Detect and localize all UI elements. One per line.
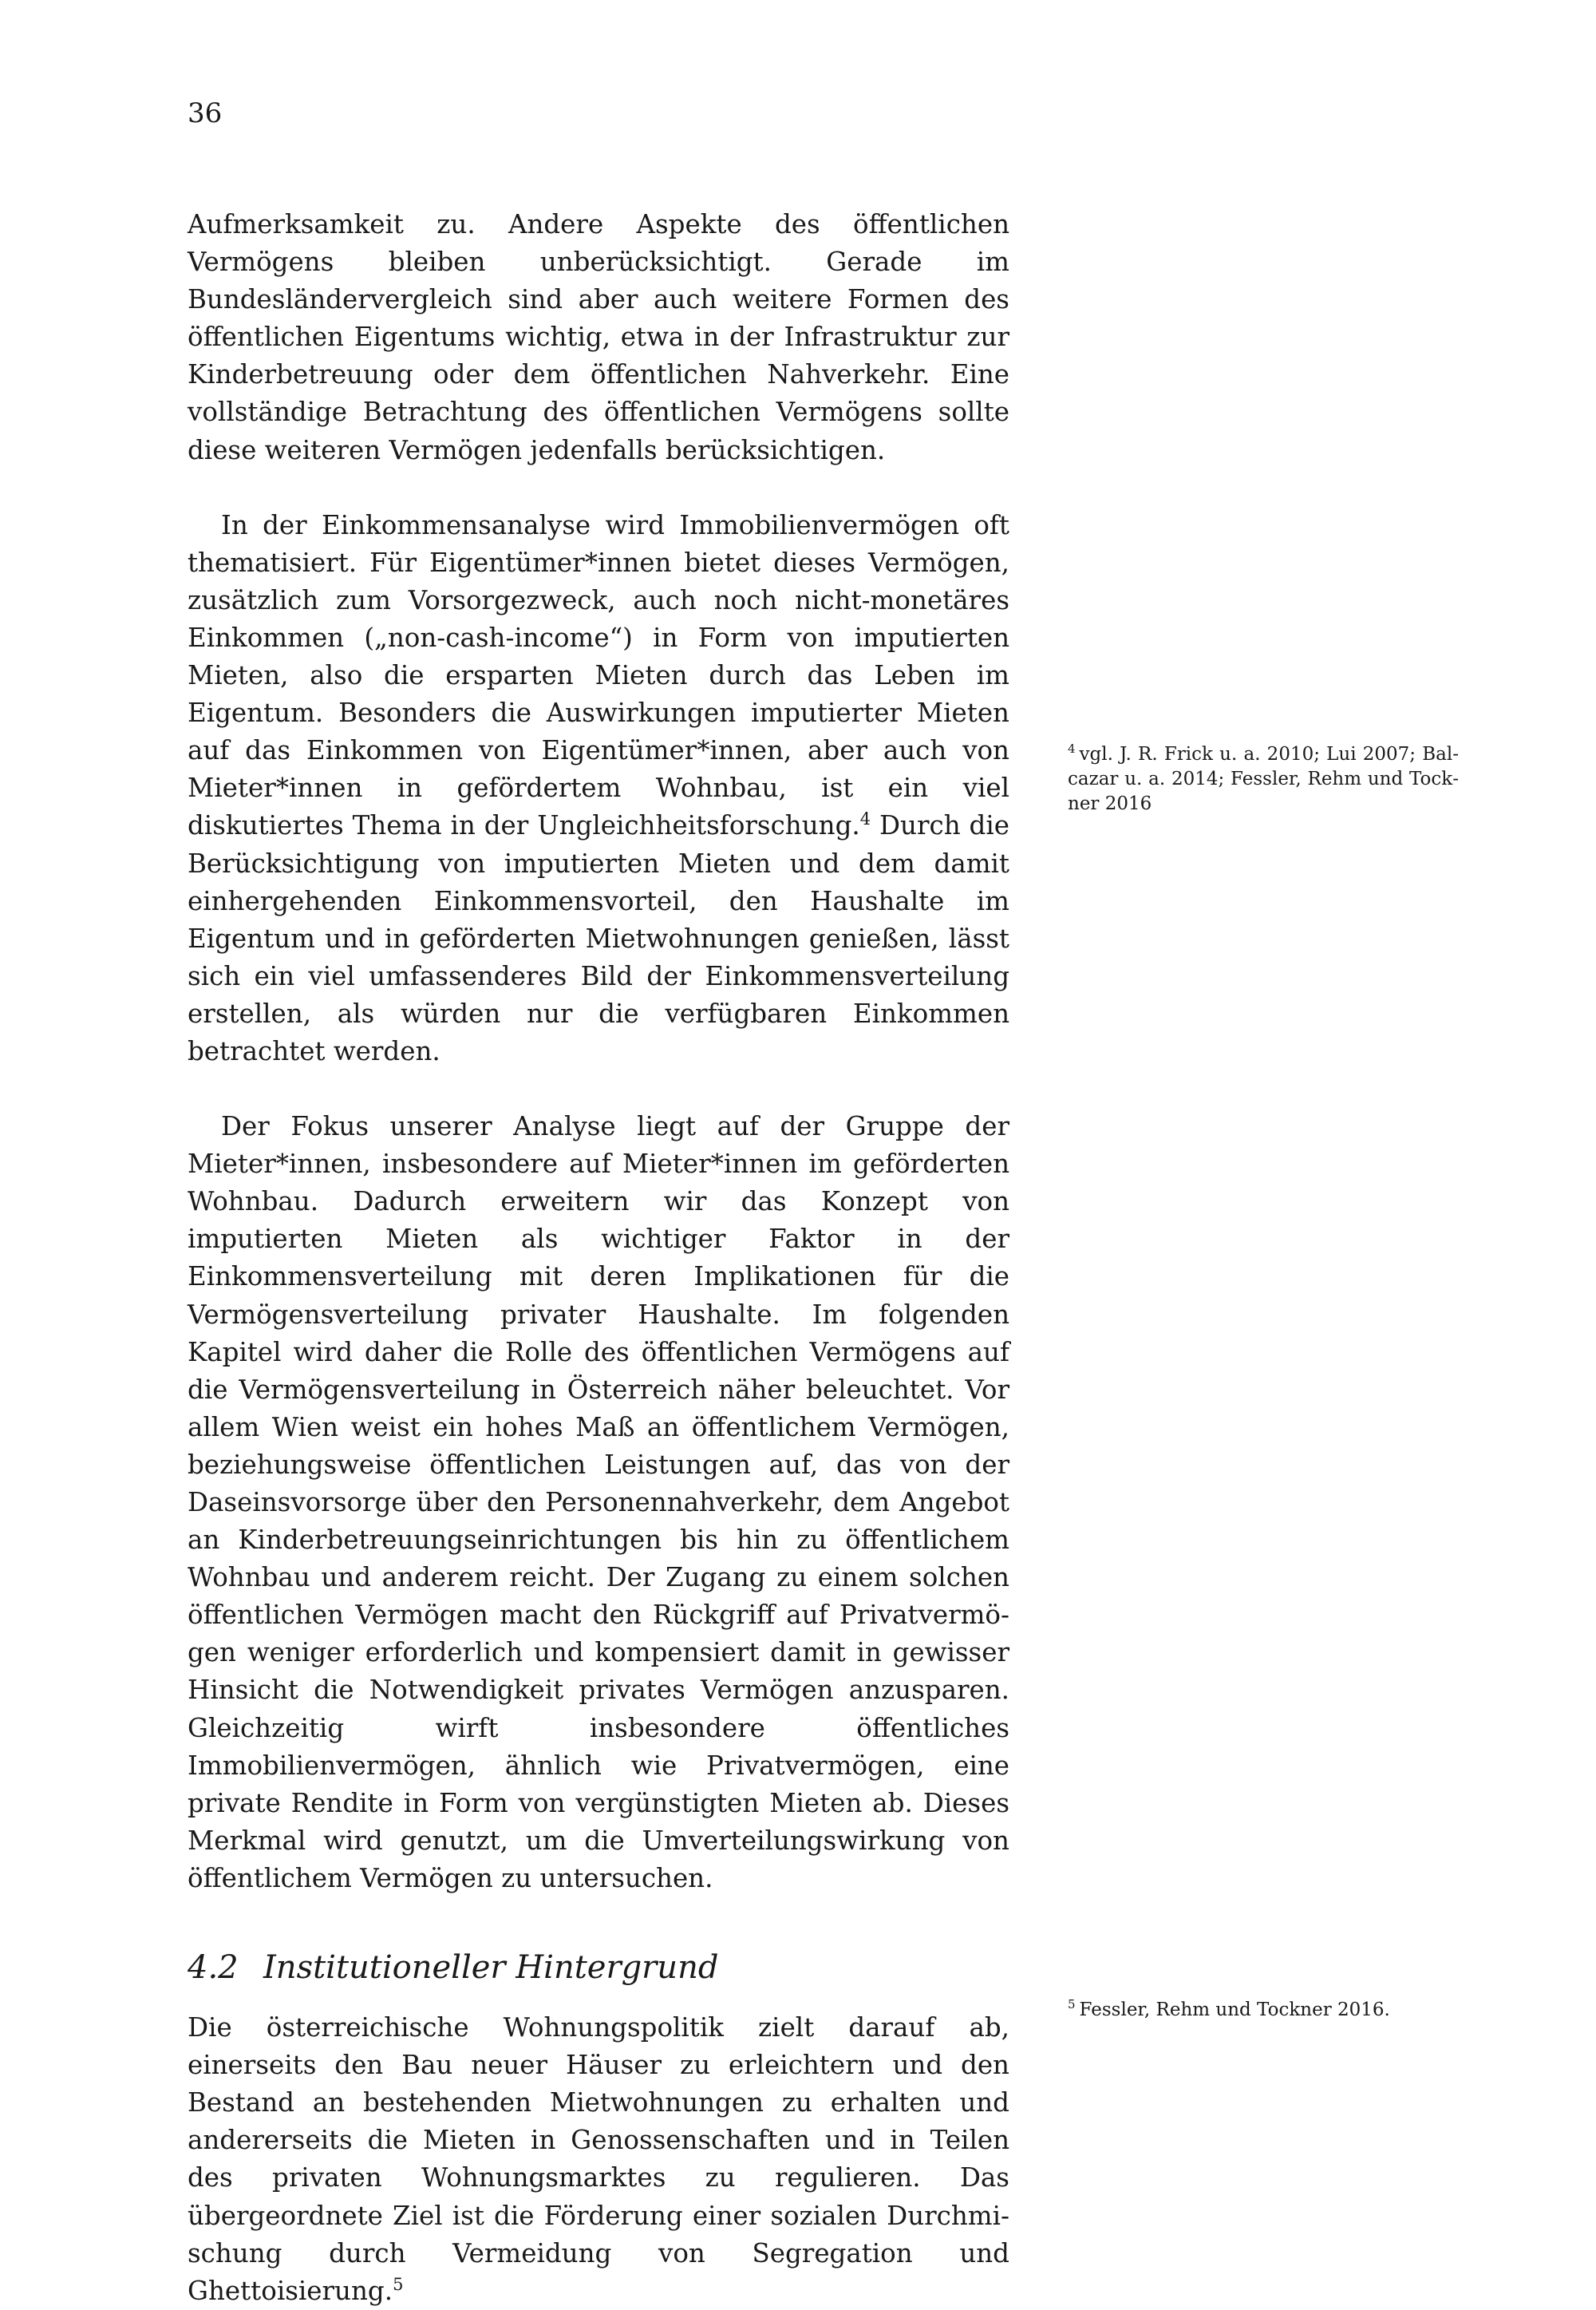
sidenote-4-mark: 4: [1068, 742, 1076, 757]
section-heading: [188, 1947, 1009, 1988]
main-text-column: [188, 206, 1009, 2310]
footnote-ref-5: 5: [393, 2274, 404, 2294]
page-number: 36: [188, 97, 223, 129]
footnote-ref-4: 4: [859, 809, 871, 829]
sidenote-4: [1068, 742, 1459, 817]
sidenote-5-text: Fessler, Rehm und Tockner 2016.: [1079, 1999, 1390, 2020]
paragraph-2: [188, 507, 1009, 1070]
paragraph-2-text-a: In der Einkommensanalyse wird Immobilienvermögen oft thematisiert. Für Eigentümer*innen bietet dieses Vermögen, zusätzlich zum Vorsorgezweck, auch noch nicht-monetäres Einkommen („non-cash-income“) in Form von imputierten Mieten, also die ersparten Mieten durch das Leben im Eigentum. Besonders die Auswirkungen imputierter Mieten auf das Einkommen von Eigentümer*innen, aber auch von Mieter*innen in gefördertem Wohnbau, ist ein viel diskutiertes Thema in der Ungleichheitsforschung.: [188, 509, 1009, 841]
sidenote-5-mark: 5: [1068, 1997, 1076, 2012]
paragraph-4: [188, 2009, 1009, 2310]
paragraph-4-text: Die österreichische Wohnungspolitik zielt darauf ab, einerseits den Bau neuer Häuser zu erleichtern und den Bestand an bestehenden Mietwohnungen zu erhalten und andererseits die Mieten in Genossenschaften und in Teilen des privaten Wohnungsmarktes zu regulieren. Das übergeordnete Ziel ist die Förderung einer sozialen Durchmischung durch Vermeidung von Segregation und Ghettoisierung.: [188, 2012, 1009, 2306]
sidenote-5: [1068, 1998, 1459, 2023]
paragraph-2-text-b: Durch die Berücksichtigung von imputierten Mieten und dem damit einhergehenden Einkommensvorteil, den Haushalte im Eigentum und in geförderten Mietwohnungen genießen, lässt sich ein viel umfassenderes Bild der Einkommensverteilung erstellen, als würden nur die verfügbaren Einkommen betrachtet werden.: [188, 810, 1009, 1066]
section-title: Institutioneller Hintergrund: [263, 1949, 719, 1987]
section-number: 4.2: [188, 1949, 239, 1987]
paragraph-3: Der Fokus unserer Analyse liegt auf der Gruppe der Mieter*innen, insbesondere auf Mieter*innen im geförderten Wohnbau. Dadurch erweitern wir das Konzept von imputierten Mieten als wichtiger Faktor in der Einkommensverteilung mit deren Implikationen für die Vermögensverteilung privater Haushalte. Im folgenden Kapitel wird daher die Rolle des öffentlichen Vermögens auf die Vermögensverteilung in Österreich näher beleuchtet. Vor allem Wien weist ein hohes Maß an öffentlichem Vermögen, beziehungsweise öffentlichen Leistungen auf, das von der Daseinsvorsorge über den Personennahverkehr, dem Angebot an Kinderbetreuungseinrichtungen bis hin zu öffentlichem Wohnbau und anderem reicht. Der Zugang zu einem solchen öffentlichen Vermögen macht den Rückgriff auf Privatvermögen weniger erforderlich und kompensiert damit in gewisser Hinsicht die Notwendigkeit privates Vermögen anzusparen. Gleichzeitig wirft insbesondere öffentliches Immobilienvermögen, ähnlich wie Privatvermögen, eine private Rendite in Form von vergünstigten Mieten ab. Dieses Merkmal wird genutzt, um die Umverteilungswirkung von öffentlichem Vermögen zu untersuchen.: [188, 1111, 1009, 1893]
paragraph-1: Aufmerksamkeit zu. Andere Aspekte des öffentlichen Vermögens bleiben unberücksichtigt. Gerade im Bundesländervergleich sind aber auch weitere Formen des öffentlichen Eigentums wichtig, etwa in der Infrastruktur zur Kinderbetreuung oder dem öffentlichen Nahverkehr. Eine vollständige Betrachtung des öffentlichen Vermögens sollte diese weiteren Vermögen jedenfalls berücksichtigen.: [188, 209, 1009, 465]
sidenote-4-text: vgl. J. R. Frick u. a. 2010; Lui 2007; Balcazar u. a. 2014; Fessler, Rehm und Tockner 2016: [1068, 744, 1459, 814]
